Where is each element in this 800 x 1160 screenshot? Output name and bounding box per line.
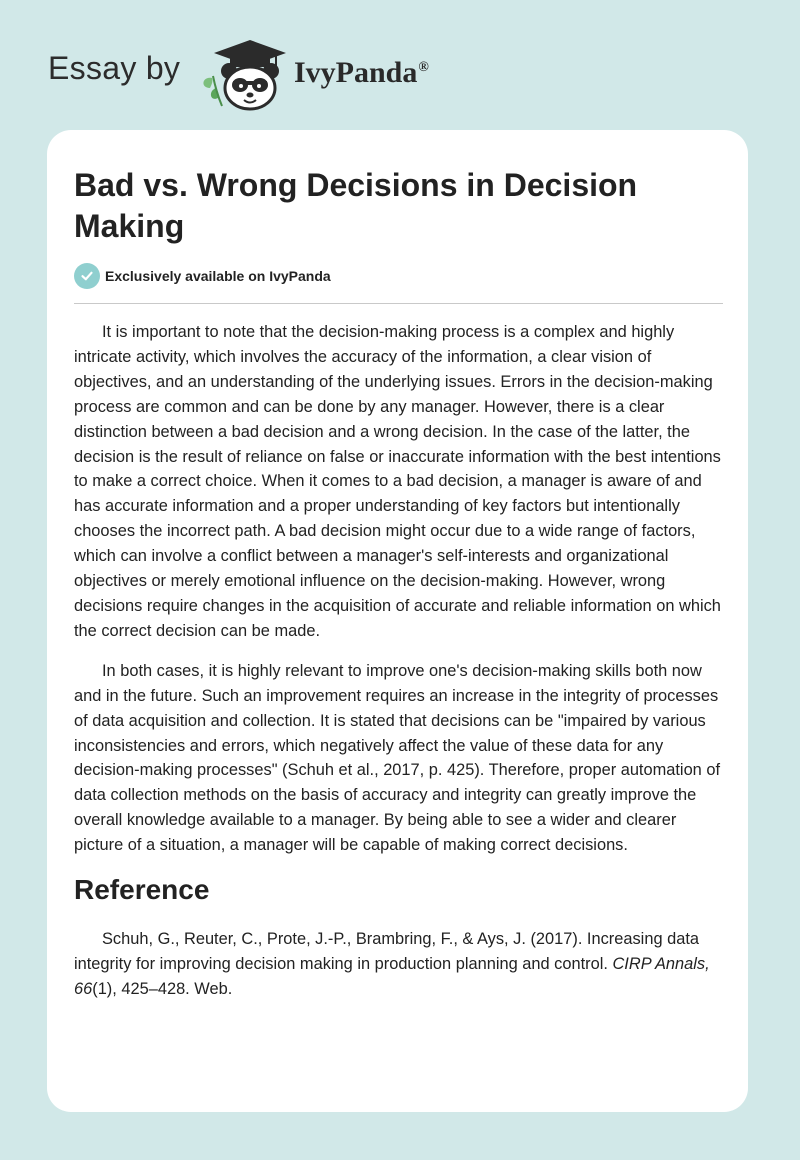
site-header [0,0,800,130]
reference-entry [74,927,726,1002]
brand-name[interactable] [294,56,429,90]
check-icon [74,263,100,289]
exclusive-label: Exclusively available on IvyPanda [105,268,331,284]
registered-mark: ® [418,60,429,75]
paragraph: It is important to note that the decision-making process is a complex and highly intricate activity, which involves the accuracy of the information, a clear vision of objectives, and an understanding of the underlying issues. Errors in the decision-making process are common and can be done by any manager. However, there is a clear distinction between a bad decision and a wrong decision. In the case of the latter, the decision is the result of reliance on false or inaccurate information with the best intentions to make a correct choice. When it comes to a bad decision, a manager is aware of and has accurate information and a proper understanding of key factors but intentionally chooses the incorrect path. A bad decision might occur due to a wide range of factors, which can involve a conflict between a manager's self-interests and organizational objectives or merely emotional influence on the decision-making. However, wrong decisions require changes in the acquisition of accurate and reliable information on which the correct decision can be made. [74,323,721,640]
reference-journal: CIRP Annals, [612,954,710,973]
leaf-icon [203,76,222,106]
essay-by-label: Essay by [48,50,181,86]
reference-volume: 66 [74,979,93,998]
exclusive-badge [74,263,331,289]
brand-name-text: IvyPanda [294,56,418,89]
paragraph: In both cases, it is highly relevant to improve one's decision-making skills both now and in the future. Such an improvement requires an increase in the integrity of processes of data acquisition and collection. It is stated that decisions can be "impaired by various inconsistencies and errors, which negatively affect the value of these data for any decision-making processes" (Schuh et al., 2017, p. 425). Therefore, proper automation of data collection methods on the basis of accuracy and integrity can greatly improve the overall knowledge available to a manager. By being able to see a wider and clearer picture of a situation, a manager will be capable of making correct decisions. [74,661,721,855]
reference-heading: Reference [74,874,210,906]
essay-body [74,320,726,1017]
ivypanda-logo-icon[interactable] [200,36,292,112]
reference-issue-pages: (1), 425–428. Web. [92,979,233,998]
reference-authors-title: Schuh, G., Reuter, C., Prote, J.-P., Brambring, F., & Ays, J. (2017). Increasing data integrity for improving decision making in production planning and control. [74,930,700,973]
essay-card [47,130,748,1112]
divider [74,303,723,304]
page-title: Bad vs. Wrong Decisions in Decision Making [74,167,638,244]
